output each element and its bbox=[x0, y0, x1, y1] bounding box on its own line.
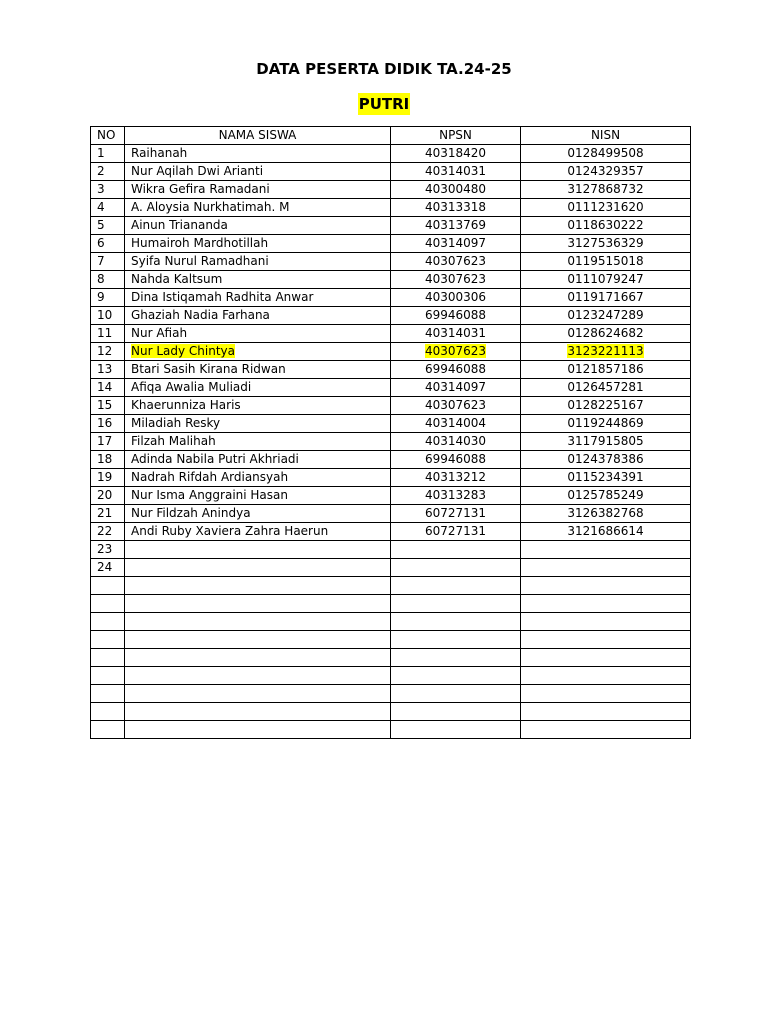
cell-nisn: 0119244869 bbox=[521, 415, 691, 433]
cell-nisn: 0119515018 bbox=[521, 253, 691, 271]
table-row bbox=[91, 433, 691, 451]
cell-name: Dina Istiqamah Radhita Anwar bbox=[125, 289, 391, 307]
cell-nisn: 0125785249 bbox=[521, 487, 691, 505]
table-row bbox=[91, 559, 691, 577]
table-row bbox=[91, 667, 691, 685]
cell-npsn bbox=[391, 613, 521, 631]
subtitle-putri: PUTRI bbox=[358, 95, 410, 113]
table-row bbox=[91, 253, 691, 271]
header-name: NAMA SISWA bbox=[125, 127, 391, 145]
cell-no bbox=[91, 667, 125, 685]
cell-npsn: 40314097 bbox=[391, 235, 521, 253]
cell-nisn bbox=[521, 685, 691, 703]
cell-npsn bbox=[391, 685, 521, 703]
cell-npsn: 40307623 bbox=[391, 397, 521, 415]
cell-nisn bbox=[521, 721, 691, 739]
table-row bbox=[91, 145, 691, 163]
cell-nisn: 3121686614 bbox=[521, 523, 691, 541]
cell-name bbox=[125, 649, 391, 667]
cell-name: Nur Isma Anggraini Hasan bbox=[125, 487, 391, 505]
table-row bbox=[91, 163, 691, 181]
cell-npsn bbox=[391, 721, 521, 739]
cell-no: 21 bbox=[91, 505, 125, 523]
cell-nisn bbox=[521, 343, 691, 361]
table-row bbox=[91, 505, 691, 523]
cell-nisn bbox=[521, 667, 691, 685]
cell-name: Raihanah bbox=[125, 145, 391, 163]
cell-npsn: 40313318 bbox=[391, 199, 521, 217]
table-row bbox=[91, 397, 691, 415]
cell-no: 7 bbox=[91, 253, 125, 271]
cell-npsn: 40314031 bbox=[391, 163, 521, 181]
cell-npsn: 40314031 bbox=[391, 325, 521, 343]
cell-no: 16 bbox=[91, 415, 125, 433]
cell-name: Btari Sasih Kirana Ridwan bbox=[125, 361, 391, 379]
table-row bbox=[91, 415, 691, 433]
cell-nisn: 0111231620 bbox=[521, 199, 691, 217]
cell-nisn bbox=[521, 649, 691, 667]
cell-nisn: 0121857186 bbox=[521, 361, 691, 379]
table-row bbox=[91, 271, 691, 289]
cell-nisn: 3127868732 bbox=[521, 181, 691, 199]
table-row bbox=[91, 613, 691, 631]
student-table bbox=[90, 126, 691, 739]
highlighted-text: 3123221113 bbox=[567, 344, 644, 358]
cell-nisn bbox=[521, 613, 691, 631]
cell-name: Syifa Nurul Ramadhani bbox=[125, 253, 391, 271]
cell-no bbox=[91, 595, 125, 613]
table-row bbox=[91, 289, 691, 307]
cell-nisn bbox=[521, 631, 691, 649]
table-row bbox=[91, 307, 691, 325]
table-row bbox=[91, 343, 691, 361]
cell-npsn bbox=[391, 649, 521, 667]
cell-name bbox=[125, 721, 391, 739]
cell-name: Humairoh Mardhotillah bbox=[125, 235, 391, 253]
cell-npsn: 40300480 bbox=[391, 181, 521, 199]
table-row bbox=[91, 469, 691, 487]
cell-nisn bbox=[521, 577, 691, 595]
cell-no bbox=[91, 577, 125, 595]
cell-no bbox=[91, 703, 125, 721]
cell-no: 3 bbox=[91, 181, 125, 199]
cell-no: 1 bbox=[91, 145, 125, 163]
cell-no: 22 bbox=[91, 523, 125, 541]
header-npsn: NPSN bbox=[391, 127, 521, 145]
cell-no bbox=[91, 721, 125, 739]
cell-nisn: 0128225167 bbox=[521, 397, 691, 415]
cell-no: 20 bbox=[91, 487, 125, 505]
cell-name: Nur Afiah bbox=[125, 325, 391, 343]
table-row bbox=[91, 487, 691, 505]
cell-no bbox=[91, 649, 125, 667]
cell-nisn: 0118630222 bbox=[521, 217, 691, 235]
cell-no: 17 bbox=[91, 433, 125, 451]
cell-npsn: 40314004 bbox=[391, 415, 521, 433]
cell-name bbox=[125, 613, 391, 631]
table-row bbox=[91, 595, 691, 613]
cell-no: 8 bbox=[91, 271, 125, 289]
table-body bbox=[91, 145, 691, 739]
cell-name bbox=[125, 541, 391, 559]
cell-nisn: 0115234391 bbox=[521, 469, 691, 487]
cell-npsn: 60727131 bbox=[391, 523, 521, 541]
cell-name: Afiqa Awalia Muliadi bbox=[125, 379, 391, 397]
cell-name bbox=[125, 559, 391, 577]
cell-npsn bbox=[391, 595, 521, 613]
cell-name: A. Aloysia Nurkhatimah. M bbox=[125, 199, 391, 217]
cell-nisn: 0124378386 bbox=[521, 451, 691, 469]
table-row bbox=[91, 721, 691, 739]
cell-name: Andi Ruby Xaviera Zahra Haerun bbox=[125, 523, 391, 541]
cell-npsn: 40307623 bbox=[391, 271, 521, 289]
cell-name bbox=[125, 631, 391, 649]
cell-no: 4 bbox=[91, 199, 125, 217]
cell-nisn: 3127536329 bbox=[521, 235, 691, 253]
cell-npsn: 40314030 bbox=[391, 433, 521, 451]
cell-no: 15 bbox=[91, 397, 125, 415]
cell-no: 9 bbox=[91, 289, 125, 307]
cell-no: 24 bbox=[91, 559, 125, 577]
table-row bbox=[91, 649, 691, 667]
cell-nisn bbox=[521, 595, 691, 613]
cell-no: 11 bbox=[91, 325, 125, 343]
cell-no: 18 bbox=[91, 451, 125, 469]
table-row bbox=[91, 685, 691, 703]
table-row bbox=[91, 451, 691, 469]
cell-nisn: 0124329357 bbox=[521, 163, 691, 181]
cell-no bbox=[91, 613, 125, 631]
cell-nisn bbox=[521, 559, 691, 577]
cell-no: 12 bbox=[91, 343, 125, 361]
cell-npsn bbox=[391, 343, 521, 361]
cell-no bbox=[91, 685, 125, 703]
cell-nisn bbox=[521, 541, 691, 559]
cell-name: Adinda Nabila Putri Akhriadi bbox=[125, 451, 391, 469]
cell-npsn bbox=[391, 703, 521, 721]
cell-name bbox=[125, 685, 391, 703]
cell-no bbox=[91, 631, 125, 649]
cell-name bbox=[125, 667, 391, 685]
cell-nisn: 0128499508 bbox=[521, 145, 691, 163]
subtitle-container bbox=[0, 93, 768, 115]
cell-nisn: 3117915805 bbox=[521, 433, 691, 451]
cell-npsn bbox=[391, 631, 521, 649]
cell-npsn bbox=[391, 541, 521, 559]
cell-nisn: 0128624682 bbox=[521, 325, 691, 343]
table-row bbox=[91, 361, 691, 379]
cell-npsn bbox=[391, 577, 521, 595]
cell-name bbox=[125, 703, 391, 721]
cell-npsn: 40313212 bbox=[391, 469, 521, 487]
cell-name: Miladiah Resky bbox=[125, 415, 391, 433]
table-row bbox=[91, 379, 691, 397]
cell-name bbox=[125, 595, 391, 613]
cell-npsn: 69946088 bbox=[391, 307, 521, 325]
cell-nisn bbox=[521, 703, 691, 721]
table-row bbox=[91, 703, 691, 721]
table-row bbox=[91, 325, 691, 343]
cell-npsn: 40300306 bbox=[391, 289, 521, 307]
cell-nisn: 0123247289 bbox=[521, 307, 691, 325]
cell-no: 23 bbox=[91, 541, 125, 559]
cell-npsn: 40314097 bbox=[391, 379, 521, 397]
cell-npsn: 40307623 bbox=[391, 253, 521, 271]
cell-name: Nadrah Rifdah Ardiansyah bbox=[125, 469, 391, 487]
cell-name: Wikra Gefira Ramadani bbox=[125, 181, 391, 199]
cell-name bbox=[125, 577, 391, 595]
cell-npsn: 69946088 bbox=[391, 361, 521, 379]
table-row bbox=[91, 235, 691, 253]
table-row bbox=[91, 181, 691, 199]
table-row bbox=[91, 217, 691, 235]
cell-nisn: 0111079247 bbox=[521, 271, 691, 289]
cell-nisn: 0119171667 bbox=[521, 289, 691, 307]
cell-name: Ainun Triananda bbox=[125, 217, 391, 235]
cell-no: 10 bbox=[91, 307, 125, 325]
cell-name: Nahda Kaltsum bbox=[125, 271, 391, 289]
cell-npsn: 69946088 bbox=[391, 451, 521, 469]
cell-no: 13 bbox=[91, 361, 125, 379]
cell-no: 14 bbox=[91, 379, 125, 397]
cell-nisn: 3126382768 bbox=[521, 505, 691, 523]
cell-npsn: 40318420 bbox=[391, 145, 521, 163]
table-row bbox=[91, 541, 691, 559]
cell-no: 5 bbox=[91, 217, 125, 235]
cell-npsn: 40313283 bbox=[391, 487, 521, 505]
cell-name: Filzah Malihah bbox=[125, 433, 391, 451]
table-row bbox=[91, 199, 691, 217]
table-row bbox=[91, 631, 691, 649]
cell-no: 2 bbox=[91, 163, 125, 181]
table-row bbox=[91, 523, 691, 541]
cell-nisn: 0126457281 bbox=[521, 379, 691, 397]
table-row bbox=[91, 577, 691, 595]
highlighted-text: Nur Lady Chintya bbox=[131, 344, 235, 358]
highlighted-text: 40307623 bbox=[424, 344, 487, 358]
cell-name: Nur Aqilah Dwi Arianti bbox=[125, 163, 391, 181]
header-no: NO bbox=[91, 127, 125, 145]
cell-no: 19 bbox=[91, 469, 125, 487]
cell-npsn: 40313769 bbox=[391, 217, 521, 235]
cell-npsn: 60727131 bbox=[391, 505, 521, 523]
cell-npsn bbox=[391, 559, 521, 577]
header-nisn: NISN bbox=[521, 127, 691, 145]
cell-npsn bbox=[391, 667, 521, 685]
cell-name bbox=[125, 343, 391, 361]
cell-name: Nur Fildzah Anindya bbox=[125, 505, 391, 523]
cell-name: Khaerunniza Haris bbox=[125, 397, 391, 415]
cell-name: Ghaziah Nadia Farhana bbox=[125, 307, 391, 325]
page-title: DATA PESERTA DIDIK TA.24-25 bbox=[256, 60, 512, 78]
table-header-row bbox=[91, 127, 691, 145]
cell-no: 6 bbox=[91, 235, 125, 253]
